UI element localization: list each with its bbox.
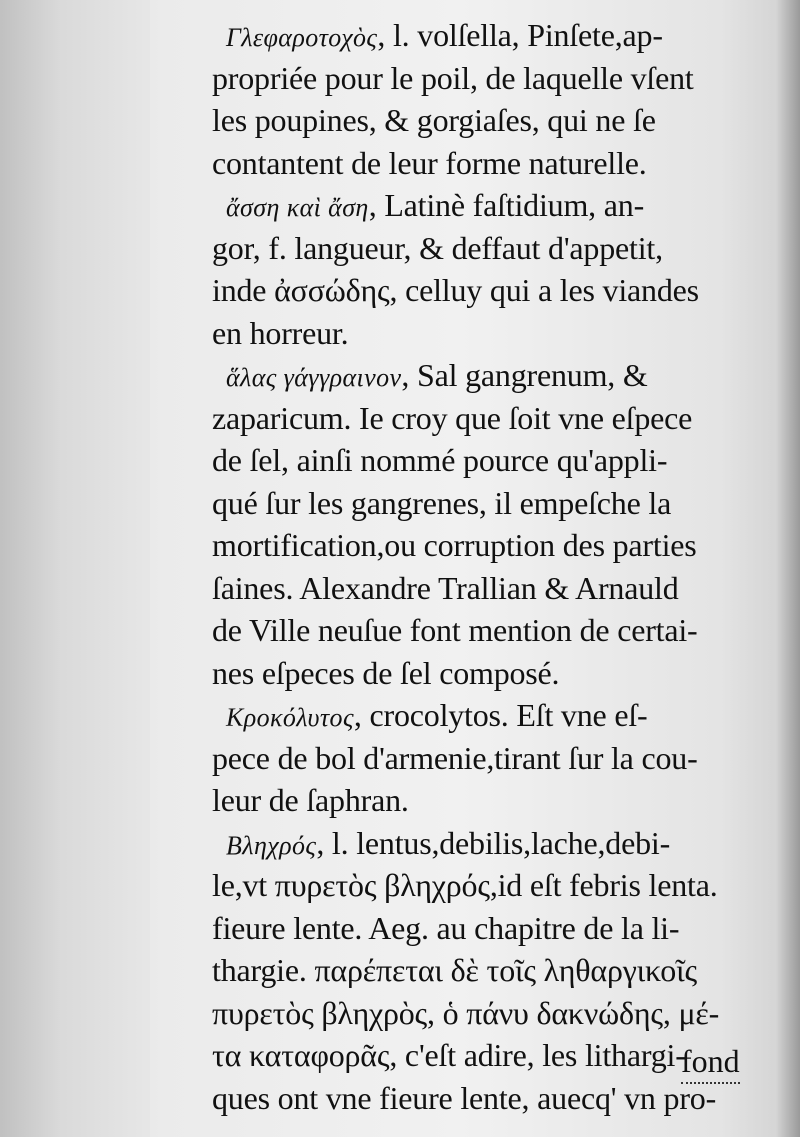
- text-line: [212, 737, 772, 780]
- text-line: [212, 907, 772, 950]
- greek-headword: Γλεφαροτοχὸς: [226, 23, 378, 52]
- line-text: ſaines. Alexandre Trallian & Arnauld: [212, 569, 679, 606]
- text-line: [212, 992, 772, 1035]
- text-line: [212, 354, 772, 397]
- page-gutter-shadow: [0, 0, 150, 1137]
- text-line: [212, 397, 772, 440]
- line-text: , Sal gangrenum, &: [401, 357, 648, 393]
- text-line: [212, 227, 772, 270]
- text-line: [212, 269, 772, 312]
- line-text: pece de bol d'armenie,tirant ſur la cou-: [212, 739, 698, 776]
- page-text-block: [212, 14, 772, 1119]
- text-line: [212, 482, 772, 525]
- line-text: qué ſur les gangrenes, il empeſche la: [212, 484, 672, 521]
- line-text: τα καταφορᾶς, c'eſt adire, les lithargi-: [212, 1037, 686, 1073]
- line-text: thargie. παρέπεται δὲ τοῖς ληθαργικοῖς: [212, 952, 697, 988]
- line-text: les poupines, & gorgiaſes, qui ne ſe: [212, 102, 656, 138]
- text-line: [212, 99, 772, 142]
- line-text: fieure lente. Aeg. au chapitre de la li-: [212, 909, 680, 946]
- text-line: [212, 779, 772, 822]
- line-text: , crocolytos. Eſt vne eſ-: [353, 697, 648, 733]
- text-line: [212, 57, 772, 100]
- text-line: [212, 142, 772, 185]
- greek-headword: ἄσση καὶ ἄση: [226, 193, 369, 222]
- line-text: inde ἀσσώδης, celluy qui a les viandes: [212, 272, 699, 308]
- text-line: [212, 524, 772, 567]
- text-line: [212, 439, 772, 482]
- line-text: propriée pour le poil, de laquelle vſent: [212, 59, 694, 96]
- line-text: leur de ſaphran.: [212, 782, 409, 818]
- text-line: [212, 864, 772, 907]
- line-text: , l. lentus,debilis,lache,debi-: [316, 824, 671, 861]
- line-text: , l. volſella, Pinſete,ap-: [377, 17, 663, 53]
- text-line: [212, 567, 772, 610]
- text-line: [212, 184, 772, 227]
- line-text: πυρετὸς βληχρὸς, ὁ πάνυ δακνώδης, μέ-: [212, 994, 720, 1031]
- line-text: de Ville neuſue font mention de certai-: [212, 612, 698, 648]
- line-text: en horreur.: [212, 314, 349, 351]
- line-text: zaparicum. Ie croy que ſoit vne eſpece: [212, 399, 693, 436]
- text-line: [212, 609, 772, 652]
- text-line: [212, 694, 772, 737]
- text-line: [212, 949, 772, 992]
- greek-headword: ἅλας γάγγραινον: [226, 363, 402, 392]
- catchword: fond: [681, 1040, 740, 1084]
- text-line: [212, 822, 772, 865]
- line-text: nes eſpeces de ſel composé.: [212, 654, 560, 691]
- text-line: [212, 312, 772, 355]
- line-text: mortification,ou corruption des parties: [212, 527, 697, 563]
- line-text: gor, f. langueur, & deffaut d'appetit,: [212, 229, 663, 266]
- greek-headword: Βληχρός: [226, 830, 317, 860]
- text-line: [212, 14, 772, 57]
- greek-headword: Κροκόλυτος: [226, 703, 354, 732]
- line-text: le,vt πυρετὸς βληχρός,id eſt febris lenta.: [212, 867, 718, 903]
- text-line: [212, 652, 772, 695]
- line-text: , Latinè faſtidium, an-: [368, 187, 645, 223]
- line-text: ques ont vne fieure lente, auecq' vn pro-: [212, 1079, 717, 1116]
- line-text: de ſel, ainſi nommé pource qu'appli-: [212, 442, 668, 478]
- line-text: contantent de leur forme naturelle.: [212, 144, 647, 181]
